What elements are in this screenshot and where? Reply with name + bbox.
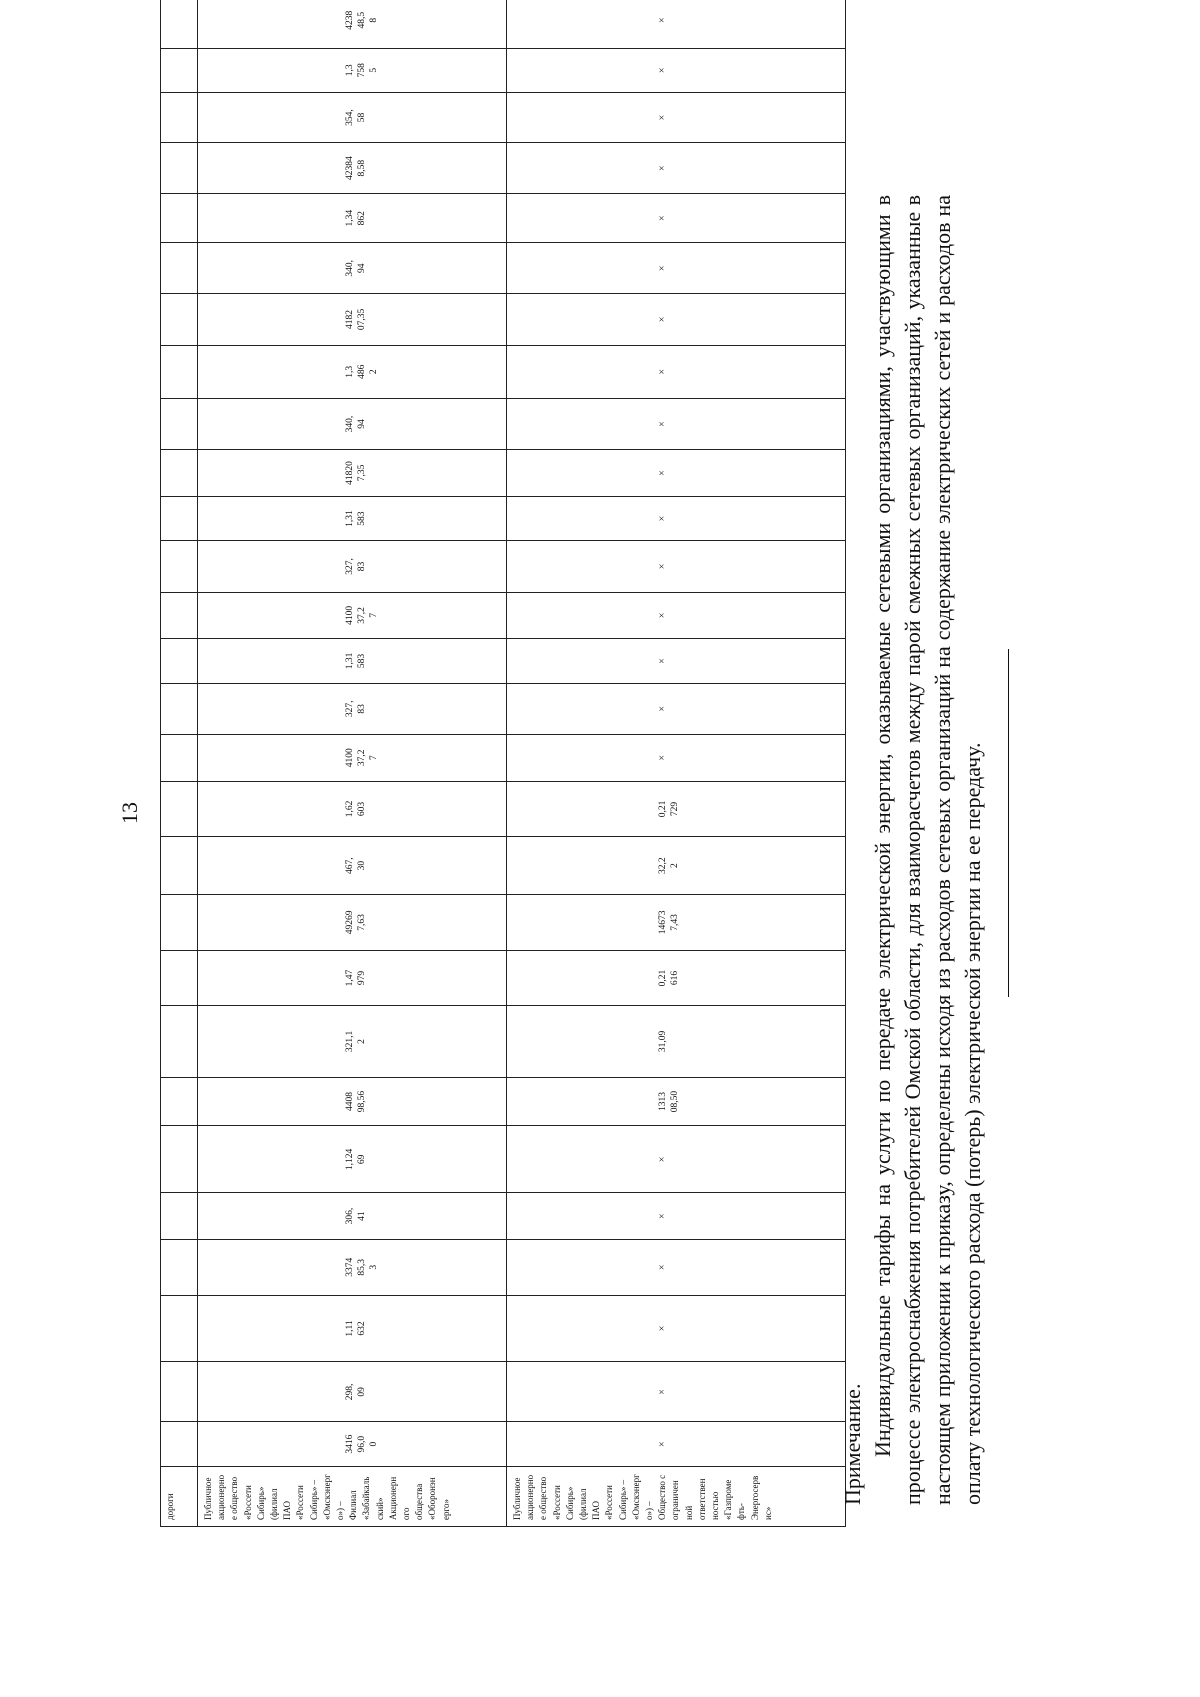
- table-cell: [198, 450, 507, 497]
- cell-value: ×: [657, 1264, 668, 1271]
- cell-value: ×: [657, 165, 668, 171]
- cell-value: ×: [657, 1441, 668, 1447]
- header-cell: [161, 734, 198, 781]
- cell-value: ×: [657, 1156, 668, 1163]
- table-cell: [507, 345, 846, 398]
- table-cell: [507, 48, 846, 93]
- cell-value: ×: [657, 706, 668, 712]
- table-cell: [507, 1362, 846, 1422]
- cell-value: 42384 8,58: [345, 156, 367, 181]
- cell-value: ×: [657, 421, 668, 427]
- cell-value: ×: [657, 563, 668, 570]
- table-cell: [198, 1239, 507, 1295]
- cell-value: ×: [657, 658, 668, 664]
- table-cell: [198, 1077, 507, 1126]
- table-cell: [507, 781, 846, 837]
- header-cell-label: дороги: [161, 1466, 198, 1526]
- table-cell: [198, 194, 507, 243]
- header-cell: [161, 93, 198, 143]
- table-cell: [198, 541, 507, 592]
- cell-value: 4100 37,2 7: [345, 748, 379, 768]
- cell-value: 321,1 2: [345, 1030, 367, 1053]
- cell-value: 1,3 758 5: [345, 63, 379, 78]
- cell-value: ×: [657, 67, 668, 74]
- table-cell: [507, 243, 846, 294]
- cell-value: 340, 94: [345, 259, 367, 277]
- cell-value: 32,2 2: [658, 857, 680, 874]
- note-body: Индивидуальные тарифы на услуги по передаче электрической энергии, оказываемые сетевыми организациями, участвующими в процессе электроснабжения потребителей Омской области, для взаиморасчетов между парой смежных сетевых организаций, указанные в настоящем приложении к приказу, определены исходя из расходов сетевых организаций на содержание электрических сетей и расходов на оплату технологического расхода (потерь) электрической энергии на ее передачу.: [870, 195, 985, 1505]
- table-cell: [507, 194, 846, 243]
- cell-value: 1313 08,50: [658, 1090, 680, 1113]
- header-cell: [161, 1362, 198, 1422]
- table-cell: [198, 243, 507, 294]
- row-organization-name: Публичное акционерно е общество «Россети Сибирь» (филиал ПАО «Россети Сибирь» – «Омскэнерг о») – Филиал «Забайкаль ский» Акционерн ого общества «Оборонэн ерго»: [198, 1466, 507, 1526]
- table-cell: [507, 1193, 846, 1240]
- table-cell: [507, 639, 846, 684]
- header-cell: [161, 0, 198, 48]
- page-number: 13: [117, 802, 142, 824]
- header-cell: [161, 837, 198, 895]
- cell-value: ×: [657, 17, 668, 24]
- cell-value: ×: [657, 515, 668, 522]
- table-row: [198, 0, 507, 1527]
- header-cell: [161, 1077, 198, 1126]
- table-cell: [198, 143, 507, 194]
- table-cell: [198, 781, 507, 837]
- table-cell: [198, 734, 507, 781]
- cell-value: 49269 7,63: [345, 910, 367, 935]
- table-cell: [507, 93, 846, 143]
- cell-value: 3374 85,3 3: [345, 1257, 379, 1277]
- header-cell: [161, 143, 198, 194]
- header-cell: [161, 345, 198, 398]
- cell-value: 1,31 583: [345, 510, 367, 527]
- table-cell: [198, 1422, 507, 1467]
- table-cell: [198, 1193, 507, 1240]
- table-cell: [507, 1422, 846, 1467]
- cell-value: 4182 07,35: [345, 308, 367, 331]
- table-cell: [198, 683, 507, 734]
- header-cell: [161, 781, 198, 837]
- table-cell: [507, 1295, 846, 1362]
- note-block: [838, 195, 988, 1505]
- cell-value: ×: [657, 316, 668, 323]
- table-cell: [198, 93, 507, 143]
- cell-value: 327, 83: [345, 700, 367, 718]
- cell-value: 4408 98,56: [345, 1090, 367, 1113]
- header-cell: [161, 950, 198, 1006]
- header-cell: [161, 1193, 198, 1240]
- header-cell: [161, 1295, 198, 1362]
- header-cell: [161, 194, 198, 243]
- table-cell: [198, 837, 507, 895]
- cell-value: 31,09: [658, 1030, 668, 1053]
- cell-value: 0,21 616: [658, 969, 680, 987]
- header-cell: [161, 243, 198, 294]
- table-cell: [198, 895, 507, 951]
- table-cell: [507, 592, 846, 639]
- table-cell: [507, 496, 846, 541]
- cell-value: 1,47 979: [345, 969, 367, 987]
- closing-rule-line: [1008, 649, 1009, 997]
- cell-value: 3416 96,0 0: [345, 1434, 379, 1454]
- table-cell: [507, 450, 846, 497]
- header-cell: [161, 1006, 198, 1077]
- table-cell: [198, 950, 507, 1006]
- cell-value: ×: [657, 215, 668, 222]
- cell-value: 340, 94: [345, 415, 367, 433]
- table-cell: [198, 1362, 507, 1422]
- cell-value: ×: [657, 1213, 668, 1219]
- cell-value: ×: [657, 754, 668, 761]
- table-cell: [198, 294, 507, 345]
- cell-value: 1,3 486 2: [345, 364, 379, 379]
- note-title: Примечание.: [840, 1383, 865, 1505]
- table-header-row: [161, 0, 198, 1527]
- cell-value: 4238 48,5 8: [345, 10, 379, 30]
- cell-value: ×: [657, 612, 668, 619]
- cell-value: 306, 41: [345, 1207, 367, 1225]
- row-organization-name: Публичное акционерно е общество «Россети Сибирь» (филиал ПАО «Россети Сибирь» – «Омскэнерг о») – Общество с ограничен ной ответствен ностью «Газпроме фть- Энергосерв ис»: [507, 1466, 846, 1526]
- header-cell: [161, 592, 198, 639]
- cell-value: 4100 37,2 7: [345, 605, 379, 625]
- table-cell: [507, 143, 846, 194]
- cell-value: 327, 83: [345, 558, 367, 575]
- table-cell: [198, 398, 507, 449]
- cell-value: ×: [657, 368, 668, 375]
- header-cell: [161, 1126, 198, 1193]
- table-cell: [507, 950, 846, 1006]
- cell-value: 1,34 862: [345, 209, 367, 227]
- tariff-table: [160, 0, 846, 1527]
- header-cell: [161, 496, 198, 541]
- table-cell: [198, 48, 507, 93]
- table-cell: [507, 398, 846, 449]
- cell-value: 354, 58: [345, 109, 367, 126]
- cell-value: ×: [657, 1325, 668, 1332]
- table-cell: [507, 1239, 846, 1295]
- table-cell: [507, 541, 846, 592]
- table-cell: [507, 294, 846, 345]
- table-cell: [198, 592, 507, 639]
- header-cell: [161, 683, 198, 734]
- cell-value: 1,11 632: [345, 1320, 367, 1337]
- cell-value: 1,124 69: [345, 1148, 367, 1171]
- cell-value: 467, 30: [345, 857, 367, 874]
- header-cell: [161, 450, 198, 497]
- table-cell: [507, 683, 846, 734]
- cell-value: 41820 7,35: [345, 461, 367, 485]
- table-cell: [198, 639, 507, 684]
- table-cell: [198, 1006, 507, 1077]
- header-cell: [161, 1422, 198, 1467]
- table-cell: [507, 734, 846, 781]
- header-cell: [161, 541, 198, 592]
- table-cell: [198, 496, 507, 541]
- table-cell: [507, 1077, 846, 1126]
- header-cell: [161, 1239, 198, 1295]
- table-cell: [198, 1295, 507, 1362]
- table-cell: [198, 345, 507, 398]
- cell-value: 14673 7,43: [658, 910, 680, 935]
- cell-value: ×: [657, 470, 668, 476]
- cell-value: 298, 09: [345, 1383, 367, 1401]
- header-cell: [161, 398, 198, 449]
- header-cell: [161, 48, 198, 93]
- table-cell: [507, 895, 846, 951]
- header-cell: [161, 895, 198, 951]
- table-cell: [507, 837, 846, 895]
- cell-value: ×: [657, 1389, 668, 1395]
- cell-value: 1,31 583: [345, 652, 367, 670]
- table-cell: [198, 1126, 507, 1193]
- header-cell: [161, 294, 198, 345]
- table-row: [507, 0, 846, 1527]
- cell-value: 1,62 603: [345, 800, 367, 818]
- cell-value: 0,21 729: [658, 800, 680, 818]
- table-cell: [507, 1006, 846, 1077]
- table-cell: [507, 1126, 846, 1193]
- header-cell: [161, 639, 198, 684]
- table-cell: [198, 0, 507, 48]
- cell-value: ×: [657, 265, 668, 272]
- cell-value: ×: [657, 114, 668, 121]
- table-cell: [507, 0, 846, 48]
